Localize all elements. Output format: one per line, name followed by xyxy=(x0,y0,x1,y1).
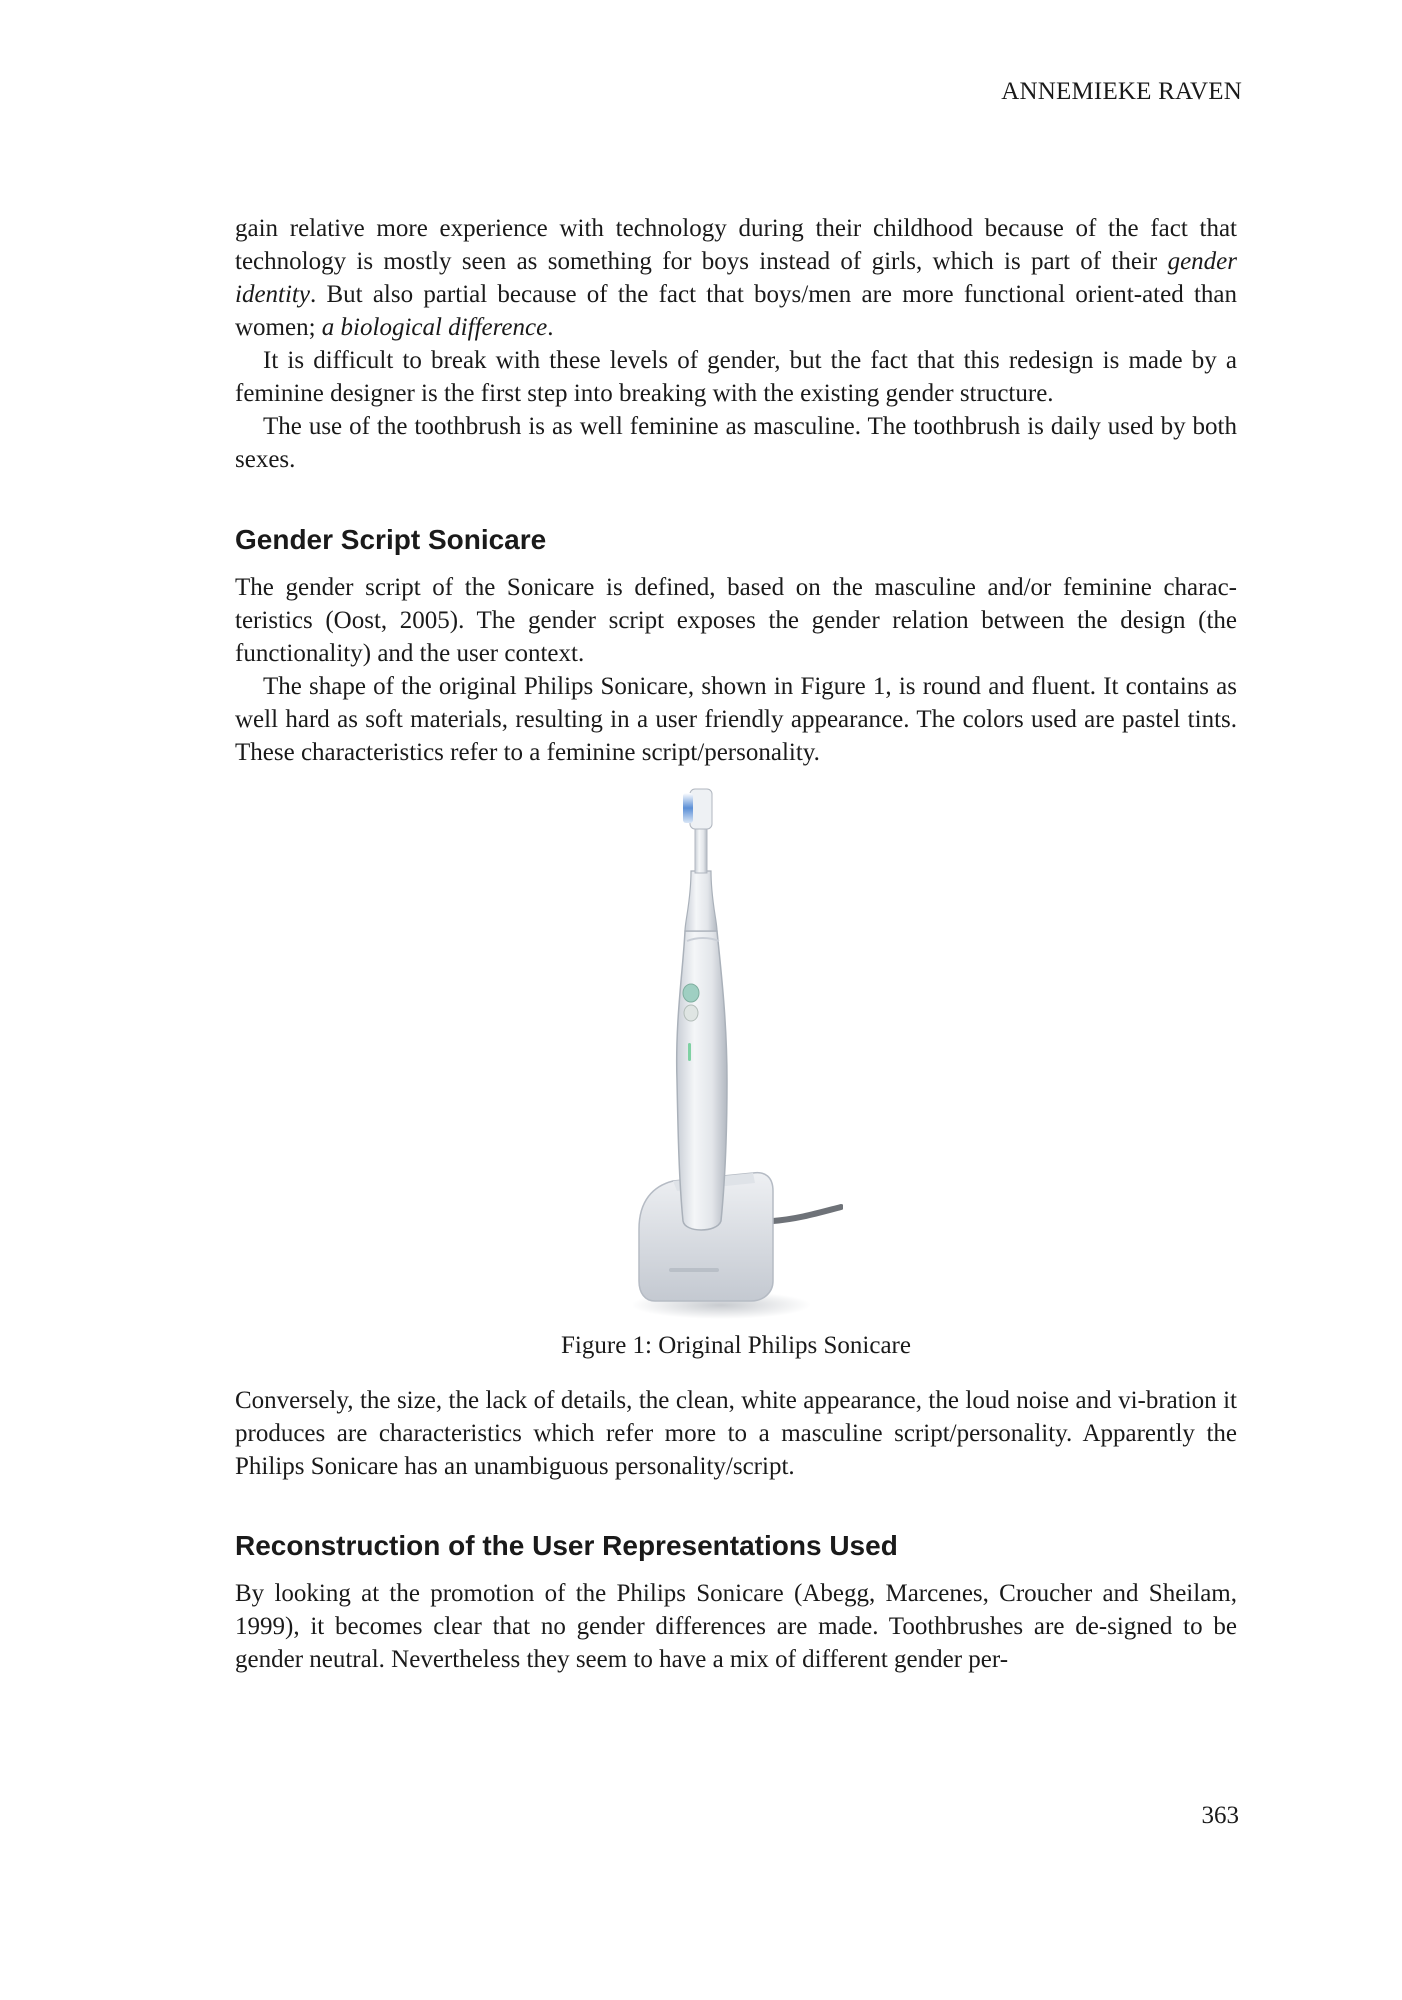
paragraph-1-emphasis-a: gender identity xyxy=(235,248,1237,308)
paragraph-6: Conversely, the size, the lack of details, the clean, white appearance, the loud noise and vi-bration it produces are characteristics which refer more to a masculine script/personality. Apparently the Philips Sonicare has an unambiguous personality/script. xyxy=(235,1387,1237,1480)
section-heading-reconstruction: Reconstruction of the User Representations Used xyxy=(235,1530,898,1561)
paragraph-1-text-c: . xyxy=(547,314,554,341)
paragraph-7: By looking at the promotion of the Philips Sonicare (Abegg, Marcenes, Croucher and Sheilam, 1999), it becomes clear that no gender differences are made. Toothbrushes are de-signed to be gender neutral. Nevertheless they seem to have a mix of different gender per- xyxy=(235,1580,1237,1673)
paragraph-1 xyxy=(235,212,1237,344)
figure-1 xyxy=(235,781,1237,1329)
page-number: 363 xyxy=(1201,1802,1239,1829)
paragraph-3: The use of the toothbrush is as well feminine as masculine. The toothbrush is daily used by both sexes. xyxy=(235,413,1237,473)
electric-toothbrush-photo xyxy=(633,781,843,1321)
page-body xyxy=(235,212,1237,1676)
paragraph-1-text-b: . But also partial because of the fact that boys/men are more functional orient-ated than women; xyxy=(235,281,1237,341)
paragraph-4: The gender script of the Sonicare is defined, based on the masculine and/or feminine charac-teristics (Oost, 2005). The gender script exposes the gender relation between the design (the functionality) and the user context. xyxy=(235,574,1237,667)
running-head: ANNEMIEKE RAVEN xyxy=(1001,78,1242,105)
paragraph-5: The shape of the original Philips Sonicare, shown in Figure 1, is round and fluent. It contains as well hard as soft materials, resulting in a user friendly appearance. The colors used are pastel tints. These characteristics refer to a feminine script/personality. xyxy=(235,673,1237,766)
paragraph-2: It is difficult to break with these levels of gender, but the fact that this redesign is made by a feminine designer is the first step into breaking with the existing gender structure. xyxy=(235,347,1237,407)
paragraph-1-emphasis-b: a biological difference xyxy=(321,314,548,341)
paragraph-1-text-a: gain relative more experience with technology during their childhood because of the fact that technology is mostly seen as something for boys instead of girls, which is part of their xyxy=(235,215,1237,275)
section-heading-gender-script: Gender Script Sonicare xyxy=(235,524,547,555)
figure-caption: Figure 1: Original Philips Sonicare xyxy=(561,1332,911,1359)
